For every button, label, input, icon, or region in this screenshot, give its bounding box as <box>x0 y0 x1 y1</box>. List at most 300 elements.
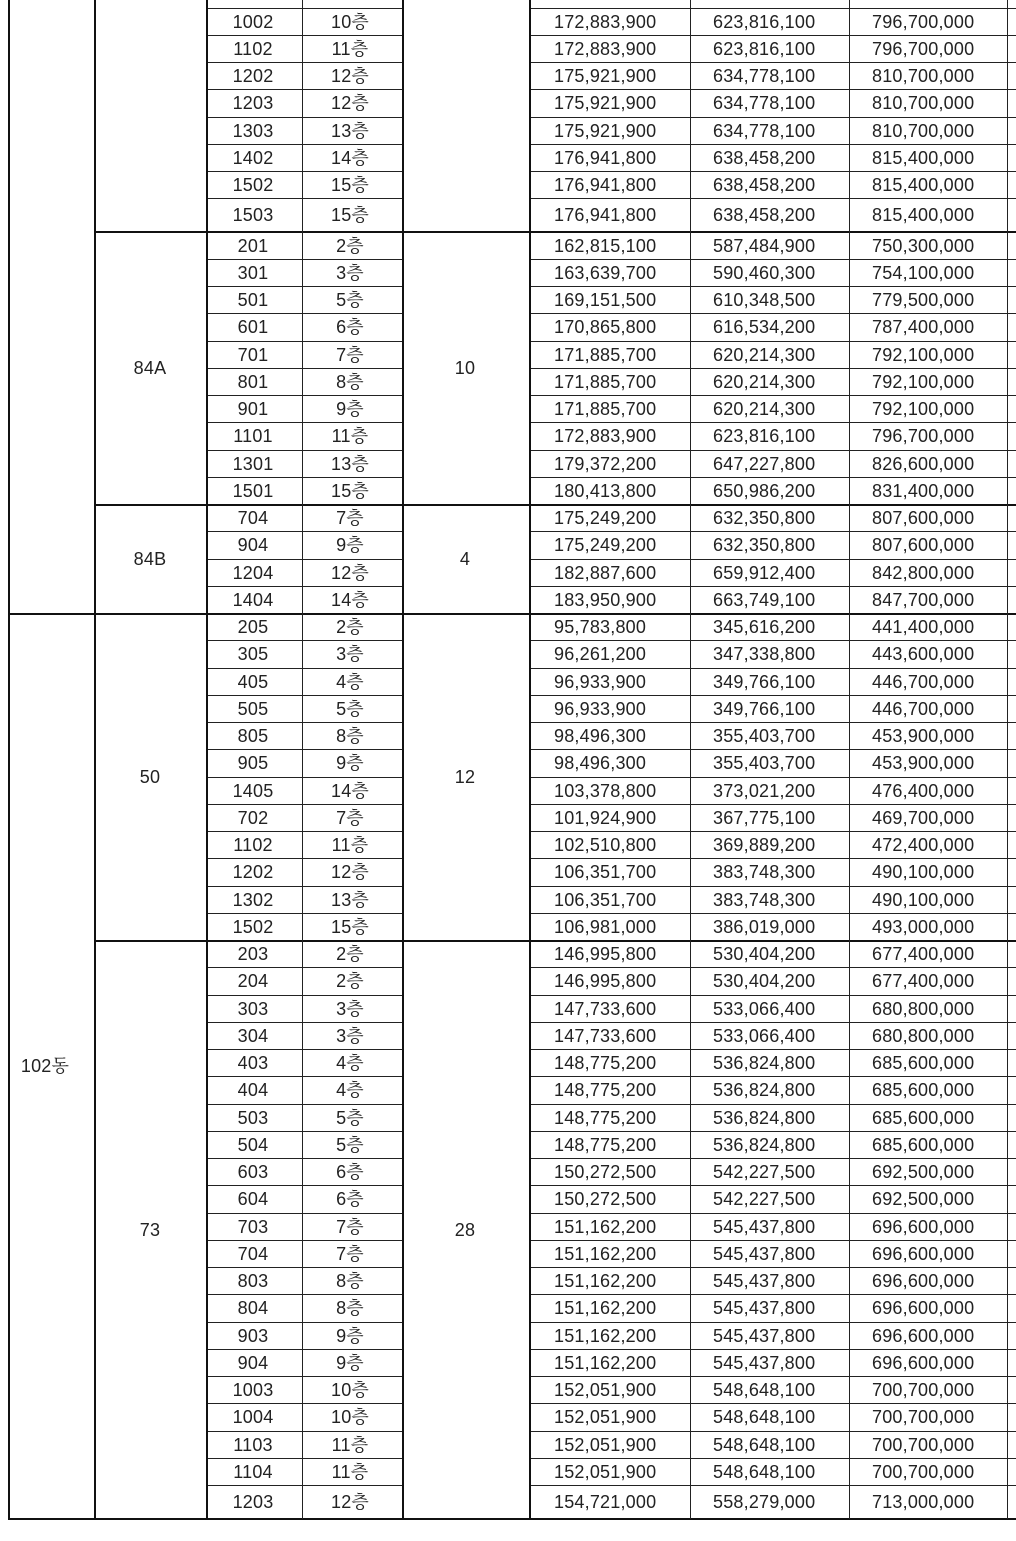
land-price: 172,883,900 <box>554 11 657 32</box>
floor-label: 9층 <box>336 399 364 420</box>
total-price: 685,600,000 <box>872 1080 975 1101</box>
floor-label: 12층 <box>330 562 370 583</box>
building-price: 530,404,200 <box>713 971 816 992</box>
unit-type-label: 73 <box>139 1219 161 1240</box>
total-price: 692,500,000 <box>872 1189 975 1210</box>
unit-number: 701 <box>237 344 269 365</box>
building-price: 536,824,800 <box>713 1053 816 1074</box>
total-price: 677,400,000 <box>872 944 975 965</box>
building-price: 545,437,800 <box>713 1325 816 1346</box>
building-price: 620,214,300 <box>713 371 816 392</box>
floor-label: 13층 <box>330 120 370 141</box>
total-price: 810,700,000 <box>872 66 975 87</box>
unit-number: 904 <box>237 1352 269 1373</box>
total-price: 792,100,000 <box>872 371 975 392</box>
land-price: 152,051,900 <box>554 1461 657 1482</box>
total-price: 700,700,000 <box>872 1380 975 1401</box>
building-price: 634,778,100 <box>713 66 816 87</box>
total-price: 685,600,000 <box>872 1107 975 1128</box>
land-price: 179,372,200 <box>554 453 657 474</box>
row-divider <box>206 722 402 723</box>
land-price: 151,162,200 <box>554 1298 657 1319</box>
row-divider <box>529 668 1016 669</box>
land-price: 96,933,900 <box>554 698 647 719</box>
unit-number: 603 <box>237 1162 269 1183</box>
total-price: 696,600,000 <box>872 1325 975 1346</box>
row-divider <box>206 313 402 314</box>
row-divider <box>529 395 1016 396</box>
land-price: 106,981,000 <box>554 916 657 937</box>
row-divider <box>206 1158 402 1159</box>
row-divider <box>529 1376 1016 1377</box>
unit-number: 1301 <box>232 453 274 474</box>
row-divider <box>529 1185 1016 1186</box>
total-price: 807,600,000 <box>872 535 975 556</box>
unit-number: 703 <box>237 1216 269 1237</box>
unit-type-label: 84B <box>133 549 167 569</box>
floor-label: 3층 <box>336 644 364 665</box>
building-price: 620,214,300 <box>713 399 816 420</box>
row-divider <box>206 368 402 369</box>
building-price: 548,648,100 <box>713 1380 816 1401</box>
row-divider <box>206 1403 402 1404</box>
row-divider <box>206 1376 402 1377</box>
land-price: 150,272,500 <box>554 1189 657 1210</box>
land-price: 96,261,200 <box>554 644 647 665</box>
floor-label: 6층 <box>336 1162 364 1183</box>
unit-type-label: 84A <box>133 358 167 379</box>
section-divider <box>8 1518 1016 1520</box>
row-divider <box>529 1294 1016 1295</box>
building-price: 650,986,200 <box>713 480 816 501</box>
row-divider <box>529 1104 1016 1105</box>
unit-number: 501 <box>237 290 269 311</box>
unit-number: 704 <box>237 508 269 529</box>
row-divider <box>529 1431 1016 1432</box>
floor-label: 12층 <box>330 93 370 114</box>
row-divider <box>206 668 402 669</box>
row-divider <box>206 913 402 914</box>
row-divider <box>529 777 1016 778</box>
total-price: 443,600,000 <box>872 644 975 665</box>
row-divider <box>529 831 1016 832</box>
land-price: 180,413,800 <box>554 480 657 501</box>
total-price: 787,400,000 <box>872 317 975 338</box>
type-divider <box>94 231 1016 233</box>
building-price: 536,824,800 <box>713 1107 816 1128</box>
row-divider <box>529 259 1016 260</box>
total-price: 792,100,000 <box>872 344 975 365</box>
land-price: 95,783,800 <box>554 617 647 638</box>
total-price: 472,400,000 <box>872 835 975 856</box>
building-price: 659,912,400 <box>713 562 816 583</box>
building-price: 536,824,800 <box>713 1134 816 1155</box>
row-divider <box>206 1240 402 1241</box>
row-divider <box>206 1185 402 1186</box>
building-price: 663,749,100 <box>713 589 816 610</box>
floor-label: 7층 <box>336 508 364 529</box>
unit-number: 201 <box>237 235 269 256</box>
land-price: 175,921,900 <box>554 66 657 87</box>
row-divider <box>529 1322 1016 1323</box>
unit-number: 204 <box>237 971 269 992</box>
total-price: 700,700,000 <box>872 1434 975 1455</box>
floor-label: 5층 <box>336 698 364 719</box>
row-divider <box>529 477 1016 478</box>
unit-number: 704 <box>237 1243 269 1264</box>
row-divider <box>529 1458 1016 1459</box>
building-price: 610,348,500 <box>713 290 816 311</box>
row-divider <box>206 1485 402 1486</box>
land-price: 172,883,900 <box>554 38 657 59</box>
total-price: 696,600,000 <box>872 1298 975 1319</box>
total-price: 713,000,000 <box>872 1492 975 1513</box>
total-price: 700,700,000 <box>872 1407 975 1428</box>
building-price: 347,338,800 <box>713 644 816 665</box>
row-divider <box>529 198 1016 199</box>
row-divider <box>529 586 1016 587</box>
total-price: 792,100,000 <box>872 399 975 420</box>
row-divider <box>529 1240 1016 1241</box>
row-divider <box>206 531 402 532</box>
type-divider <box>94 940 1016 942</box>
land-price: 147,733,600 <box>554 998 657 1019</box>
land-price: 98,496,300 <box>554 753 647 774</box>
total-price: 453,900,000 <box>872 726 975 747</box>
row-divider <box>206 1049 402 1050</box>
floor-label: 10층 <box>330 11 370 32</box>
row-divider <box>529 967 1016 968</box>
land-price: 169,151,500 <box>554 290 657 311</box>
unit-number: 1103 <box>233 1434 273 1455</box>
building-price: 533,066,400 <box>713 998 816 1019</box>
row-divider <box>206 1104 402 1105</box>
floor-label: 11층 <box>331 38 369 59</box>
building-price: 373,021,200 <box>713 780 816 801</box>
unit-number: 1302 <box>232 889 274 910</box>
row-divider <box>529 858 1016 859</box>
unit-number: 1303 <box>232 120 274 141</box>
floor-label: 15층 <box>330 916 370 937</box>
row-divider <box>206 831 402 832</box>
floor-label: 10층 <box>330 1407 370 1428</box>
floor-label: 2층 <box>336 971 364 992</box>
unit-number: 601 <box>237 317 269 338</box>
unit-number: 805 <box>237 726 269 747</box>
land-price: 101,924,900 <box>554 807 657 828</box>
building-price: 367,775,100 <box>713 807 816 828</box>
row-divider <box>206 450 402 451</box>
row-divider <box>529 695 1016 696</box>
unit-number: 801 <box>237 371 269 392</box>
row-divider <box>206 695 402 696</box>
floor-label: 15층 <box>330 175 370 196</box>
unit-number: 1405 <box>232 780 274 801</box>
unit-number: 505 <box>237 698 269 719</box>
total-price: 815,400,000 <box>872 175 975 196</box>
unit-number: 1203 <box>232 1492 274 1513</box>
floor-label: 15층 <box>330 205 370 226</box>
unit-number: 804 <box>237 1298 269 1319</box>
building-price: 638,458,200 <box>713 147 816 168</box>
top-border <box>529 8 1016 9</box>
unit-number: 702 <box>237 807 269 828</box>
unit-number: 1202 <box>232 66 274 87</box>
unit-number: 1101 <box>233 426 273 447</box>
total-price: 815,400,000 <box>872 147 975 168</box>
unit-number: 504 <box>237 1134 269 1155</box>
land-price: 170,865,800 <box>554 317 657 338</box>
col-border-building <box>690 0 691 1519</box>
floor-label: 2층 <box>336 235 364 256</box>
total-price: 446,700,000 <box>872 671 975 692</box>
col-border-total <box>849 0 850 1519</box>
floor-label: 6층 <box>336 1189 364 1210</box>
unit-number: 303 <box>237 998 269 1019</box>
row-divider <box>529 1213 1016 1214</box>
building-price: 638,458,200 <box>713 175 816 196</box>
total-price: 685,600,000 <box>872 1134 975 1155</box>
unit-count-label: 28 <box>454 1219 476 1240</box>
land-price: 148,775,200 <box>554 1080 657 1101</box>
section-divider <box>8 613 1016 615</box>
building-price: 545,437,800 <box>713 1216 816 1237</box>
total-price: 469,700,000 <box>872 807 975 828</box>
row-divider <box>529 422 1016 423</box>
building-price: 530,404,200 <box>713 944 816 965</box>
unit-number: 403 <box>237 1053 269 1074</box>
building-price: 545,437,800 <box>713 1243 816 1264</box>
floor-label: 12층 <box>330 862 370 883</box>
building-price: 623,816,100 <box>713 38 816 59</box>
unit-number: 1203 <box>232 93 274 114</box>
total-price: 441,400,000 <box>872 617 975 638</box>
unit-number: 503 <box>237 1107 269 1128</box>
row-divider <box>529 313 1016 314</box>
floor-label: 8층 <box>336 371 364 392</box>
floor-label: 7층 <box>336 344 364 365</box>
unit-number: 1501 <box>232 480 274 501</box>
total-price: 796,700,000 <box>872 38 975 59</box>
row-divider <box>206 586 402 587</box>
row-divider <box>529 171 1016 172</box>
land-price: 106,351,700 <box>554 889 657 910</box>
building-price: 632,350,800 <box>713 535 816 556</box>
floor-label: 7층 <box>336 1216 364 1237</box>
building-price: 632,350,800 <box>713 508 816 529</box>
total-price: 700,700,000 <box>872 1461 975 1482</box>
building-price: 620,214,300 <box>713 344 816 365</box>
row-divider <box>206 35 402 36</box>
floor-label: 2층 <box>336 617 364 638</box>
unit-number: 1104 <box>233 1461 273 1482</box>
building-price: 558,279,000 <box>713 1492 816 1513</box>
type-divider <box>94 504 1016 506</box>
row-divider <box>529 450 1016 451</box>
row-divider <box>206 144 402 145</box>
row-divider <box>529 341 1016 342</box>
land-price: 147,733,600 <box>554 1025 657 1046</box>
land-price: 152,051,900 <box>554 1380 657 1401</box>
land-price: 152,051,900 <box>554 1407 657 1428</box>
unit-number: 1503 <box>232 205 274 226</box>
total-price: 696,600,000 <box>872 1243 975 1264</box>
row-divider <box>529 722 1016 723</box>
total-price: 490,100,000 <box>872 889 975 910</box>
unit-count-label: 10 <box>454 358 476 379</box>
building-price: 545,437,800 <box>713 1352 816 1373</box>
land-price: 152,051,900 <box>554 1434 657 1455</box>
floor-label: 13층 <box>330 889 370 910</box>
row-divider <box>206 1431 402 1432</box>
total-price: 831,400,000 <box>872 480 975 501</box>
floor-label: 7층 <box>336 1243 364 1264</box>
land-price: 98,496,300 <box>554 726 647 747</box>
row-divider <box>529 1349 1016 1350</box>
row-divider <box>529 1049 1016 1050</box>
land-price: 151,162,200 <box>554 1325 657 1346</box>
building-price: 590,460,300 <box>713 262 816 283</box>
land-price: 175,249,200 <box>554 508 657 529</box>
building-price: 638,458,200 <box>713 205 816 226</box>
total-price: 779,500,000 <box>872 290 975 311</box>
unit-number: 1404 <box>232 589 274 610</box>
floor-label: 7층 <box>336 807 364 828</box>
row-divider <box>206 967 402 968</box>
land-price: 148,775,200 <box>554 1053 657 1074</box>
floor-label: 5층 <box>336 290 364 311</box>
row-divider <box>206 198 402 199</box>
building-price: 355,403,700 <box>713 726 816 747</box>
floor-label: 9층 <box>336 753 364 774</box>
row-divider <box>529 886 1016 887</box>
row-divider <box>206 171 402 172</box>
land-price: 171,885,700 <box>554 371 657 392</box>
land-price: 106,351,700 <box>554 862 657 883</box>
total-price: 842,800,000 <box>872 562 975 583</box>
total-price: 826,600,000 <box>872 453 975 474</box>
building-price: 355,403,700 <box>713 753 816 774</box>
building-price: 634,778,100 <box>713 120 816 141</box>
floor-label: 2층 <box>336 944 364 965</box>
building-price: 616,534,200 <box>713 317 816 338</box>
floor-label: 9층 <box>336 1352 364 1373</box>
row-divider <box>529 1131 1016 1132</box>
total-price: 476,400,000 <box>872 780 975 801</box>
building-price: 383,748,300 <box>713 862 816 883</box>
unit-number: 903 <box>237 1325 269 1346</box>
row-divider <box>206 886 402 887</box>
row-divider <box>529 1485 1016 1486</box>
floor-label: 9층 <box>336 1325 364 1346</box>
building-price: 623,816,100 <box>713 426 816 447</box>
row-divider <box>206 749 402 750</box>
total-price: 680,800,000 <box>872 998 975 1019</box>
building-price: 383,748,300 <box>713 889 816 910</box>
row-divider <box>206 1294 402 1295</box>
total-price: 453,900,000 <box>872 753 975 774</box>
row-divider <box>529 35 1016 36</box>
row-divider <box>206 259 402 260</box>
land-price: 172,883,900 <box>554 426 657 447</box>
floor-label: 5층 <box>336 1107 364 1128</box>
unit-count-label: 12 <box>454 767 476 787</box>
col-border-right <box>1007 0 1008 1519</box>
unit-number: 405 <box>237 671 269 692</box>
total-price: 677,400,000 <box>872 971 975 992</box>
unit-number: 1102 <box>233 38 273 59</box>
unit-number: 301 <box>237 262 269 283</box>
row-divider <box>529 144 1016 145</box>
row-divider <box>206 777 402 778</box>
building-price: 369,889,200 <box>713 835 816 856</box>
row-divider <box>206 640 402 641</box>
floor-label: 3층 <box>336 1025 364 1046</box>
col-border-unit <box>206 0 208 1519</box>
unit-number: 203 <box>237 944 269 965</box>
row-divider <box>529 1022 1016 1023</box>
total-price: 685,600,000 <box>872 1053 975 1074</box>
unit-count-label: 4 <box>459 549 471 569</box>
floor-label: 14층 <box>330 589 370 610</box>
total-price: 446,700,000 <box>872 698 975 719</box>
floor-label: 4층 <box>336 1080 364 1101</box>
floor-label: 8층 <box>336 1298 364 1319</box>
floor-label: 10층 <box>330 1380 370 1401</box>
row-divider <box>206 422 402 423</box>
row-divider <box>529 1158 1016 1159</box>
unit-number: 205 <box>237 617 269 638</box>
building-price: 533,066,400 <box>713 1025 816 1046</box>
unit-number: 901 <box>237 399 269 420</box>
floor-label: 12층 <box>330 66 370 87</box>
row-divider <box>529 89 1016 90</box>
floor-label: 15층 <box>330 480 370 501</box>
total-price: 493,000,000 <box>872 916 975 937</box>
building-price: 545,437,800 <box>713 1298 816 1319</box>
unit-number: 304 <box>237 1025 269 1046</box>
building-price: 548,648,100 <box>713 1461 816 1482</box>
row-divider <box>206 62 402 63</box>
total-price: 750,300,000 <box>872 235 975 256</box>
land-price: 175,249,200 <box>554 535 657 556</box>
row-divider <box>529 913 1016 914</box>
unit-number: 1202 <box>232 862 274 883</box>
row-divider <box>529 286 1016 287</box>
floor-label: 8층 <box>336 1271 364 1292</box>
land-price: 102,510,800 <box>554 835 657 856</box>
unit-number: 305 <box>237 644 269 665</box>
row-divider <box>206 804 402 805</box>
floor-label: 11층 <box>331 1461 369 1482</box>
unit-number: 1402 <box>232 147 274 168</box>
col-border-floor <box>302 0 303 1519</box>
total-price: 754,100,000 <box>872 262 975 283</box>
unit-number: 1003 <box>232 1380 274 1401</box>
building-label: 102동 <box>20 1056 70 1077</box>
total-price: 796,700,000 <box>872 11 975 32</box>
total-price: 807,600,000 <box>872 508 975 529</box>
land-price: 171,885,700 <box>554 399 657 420</box>
row-divider <box>206 1349 402 1350</box>
building-price: 349,766,100 <box>713 671 816 692</box>
building-price: 349,766,100 <box>713 698 816 719</box>
row-divider <box>206 477 402 478</box>
row-divider <box>206 1131 402 1132</box>
floor-label: 14층 <box>330 780 370 801</box>
floor-label: 3층 <box>336 262 364 283</box>
land-price: 182,887,600 <box>554 562 657 583</box>
